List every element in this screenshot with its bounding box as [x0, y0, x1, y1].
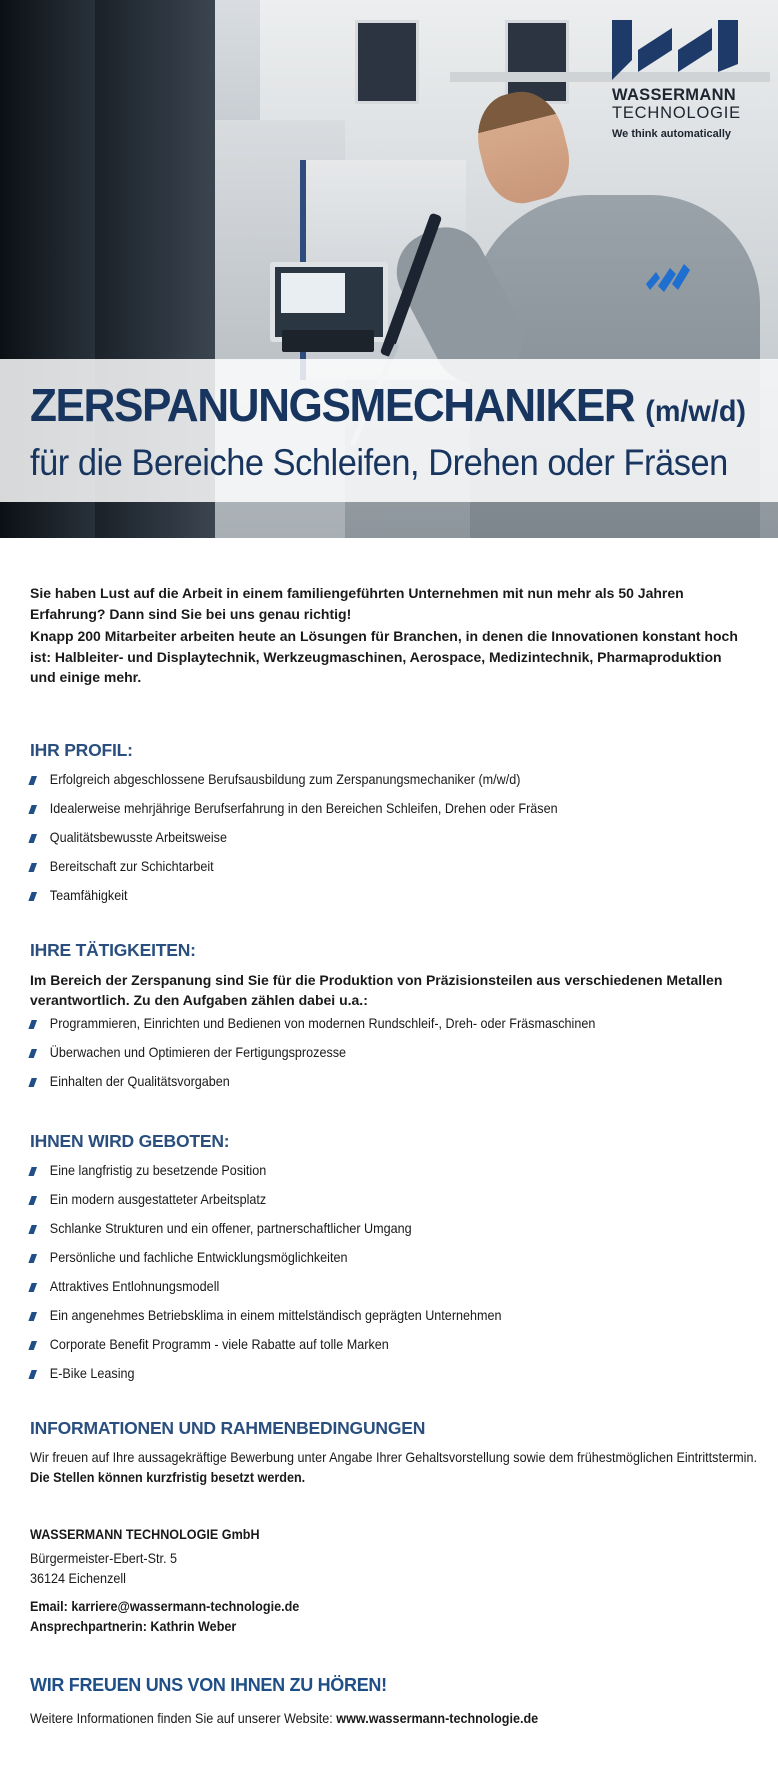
- intro-paragraph-2: Knapp 200 Mitarbeiter arbeiten heute an Lösungen für Branchen, in denen die Innovationen konstant hoch ist: Halbleiter- und Displaytechnik, Werkzeugmaschinen, Aerospace, Medizintechnik, Pharmaproduktion und einige mehr.: [30, 628, 738, 685]
- bullet-icon: [28, 1370, 37, 1379]
- info-bold: Die Stellen können kurzfristig besetzt werden.: [30, 1469, 306, 1485]
- list-item: Teamfähigkeit: [30, 886, 675, 915]
- contact-person: Ansprechpartnerin: Kathrin Weber: [30, 1618, 237, 1634]
- website-link[interactable]: www.wassermann-technologie.de: [336, 1710, 539, 1726]
- bullet-icon: [28, 1078, 37, 1087]
- bullet-icon: [28, 1049, 37, 1058]
- list-item: Erfolgreich abgeschlossene Berufsausbildung zum Zerspanungsmechaniker (m/w/d): [30, 770, 675, 799]
- geboten-heading: IHNEN WIRD GEBOTEN:: [30, 1131, 230, 1151]
- bullet-icon: [28, 776, 37, 785]
- address-city: 36124 Eichenzell: [30, 1570, 126, 1586]
- bullet-icon: [28, 834, 37, 843]
- list-item: Schlanke Strukturen und ein offener, partnerschaftlicher Umgang: [30, 1219, 675, 1248]
- list-item: Programmieren, Einrichten und Bedienen von modernen Rundschleif-, Dreh- oder Fräsmaschinen: [30, 1014, 675, 1043]
- list-item: Bereitschaft zur Schichtarbeit: [30, 857, 675, 886]
- bullet-icon: [28, 1283, 37, 1292]
- list-item: Qualitätsbewusste Arbeitsweise: [30, 828, 675, 857]
- shirt-logo-icon: [646, 262, 690, 298]
- info-heading: INFORMATIONEN UND RAHMENBEDINGUNGEN: [30, 1418, 426, 1438]
- list-item: Einhalten der Qualitätsvorgaben: [30, 1072, 675, 1101]
- list-item: Persönliche und fachliche Entwicklungsmöglichkeiten: [30, 1248, 675, 1277]
- bullet-icon: [28, 1254, 37, 1263]
- website-line: Weitere Informationen finden Sie auf unserer Website: www.wassermann-technologie.de: [30, 1710, 539, 1726]
- logo-name: WASSERMANN: [612, 86, 737, 104]
- list-item: Ein angenehmes Betriebsklima in einem mittelständisch geprägten Unternehmen: [30, 1306, 675, 1335]
- bullet-icon: [28, 863, 37, 872]
- list-item: Überwachen und Optimieren der Fertigungsprozesse: [30, 1043, 675, 1072]
- job-title: ZERSPANUNGSMECHANIKER (m/w/d): [30, 379, 747, 431]
- job-subtitle: für die Bereiche Schleifen, Drehen oder Fräsen: [30, 442, 728, 483]
- gender-suffix: (m/w/d): [645, 395, 747, 428]
- taetigkeiten-list: [30, 1014, 747, 1101]
- logo-subname: TECHNOLOGIE: [612, 104, 741, 122]
- company-name: WASSERMANN TECHNOLOGIE GmbH: [30, 1526, 260, 1542]
- taetigkeiten-section: [30, 940, 747, 1101]
- address-street: Bürgermeister-Ebert-Str. 5: [30, 1550, 178, 1566]
- taetigkeiten-heading: IHRE TÄTIGKEITEN:: [30, 940, 196, 960]
- geboten-list: [30, 1161, 747, 1393]
- bullet-icon: [28, 892, 37, 901]
- logo-slogan: We think automatically: [612, 128, 731, 140]
- profil-section: [30, 740, 747, 915]
- bullet-icon: [28, 1196, 37, 1205]
- profil-heading: IHR PROFIL:: [30, 740, 133, 760]
- profil-list: [30, 770, 747, 915]
- taetigkeiten-lead: Im Bereich der Zerspanung sind Sie für die Produktion von Präzisionsteilen aus verschiedenen Metallen verantwortlich. Zu den Aufgaben zählen dabei u.a.:: [30, 972, 723, 1008]
- closing-section: [30, 1675, 747, 1726]
- intro-paragraph-1: Sie haben Lust auf die Arbeit in einem familiengeführten Unternehmen mit nun mehr als 50 Jahren Erfahrung? Dann sind Sie bei uns genau richtig!: [30, 585, 684, 622]
- bullet-icon: [28, 1341, 37, 1350]
- hero-photo: [0, 0, 778, 538]
- company-logo: [612, 20, 748, 140]
- list-item: Ein modern ausgestatteter Arbeitsplatz: [30, 1190, 675, 1219]
- bullet-icon: [28, 1167, 37, 1176]
- bullet-icon: [28, 1225, 37, 1234]
- info-section: [30, 1418, 757, 1487]
- list-item: Eine langfristig zu besetzende Position: [30, 1161, 675, 1190]
- address-block: [30, 1524, 747, 1636]
- list-item: Attraktives Entlohnungsmodell: [30, 1277, 675, 1306]
- bullet-icon: [28, 805, 37, 814]
- info-text: Wir freuen auf Ihre aussagekräftige Bewerbung unter Angabe Ihrer Gehaltsvorstellung sowie dem frühestmöglichen Eintrittstermin.: [30, 1449, 757, 1465]
- closing-heading: WIR FREUEN UNS VON IHNEN ZU HÖREN!: [30, 1675, 387, 1695]
- bullet-icon: [28, 1020, 37, 1029]
- logo-mark-icon: [612, 20, 738, 80]
- list-item: Idealerweise mehrjährige Berufserfahrung in den Bereichen Schleifen, Drehen oder Fräsen: [30, 799, 675, 828]
- email-link[interactable]: Email: karriere@wassermann-technologie.de: [30, 1598, 300, 1614]
- bullet-icon: [28, 1312, 37, 1321]
- list-item: E-Bike Leasing: [30, 1364, 675, 1393]
- list-item: Corporate Benefit Programm - viele Rabatte auf tolle Marken: [30, 1335, 675, 1364]
- geboten-section: [30, 1131, 747, 1393]
- intro-section: [30, 583, 747, 688]
